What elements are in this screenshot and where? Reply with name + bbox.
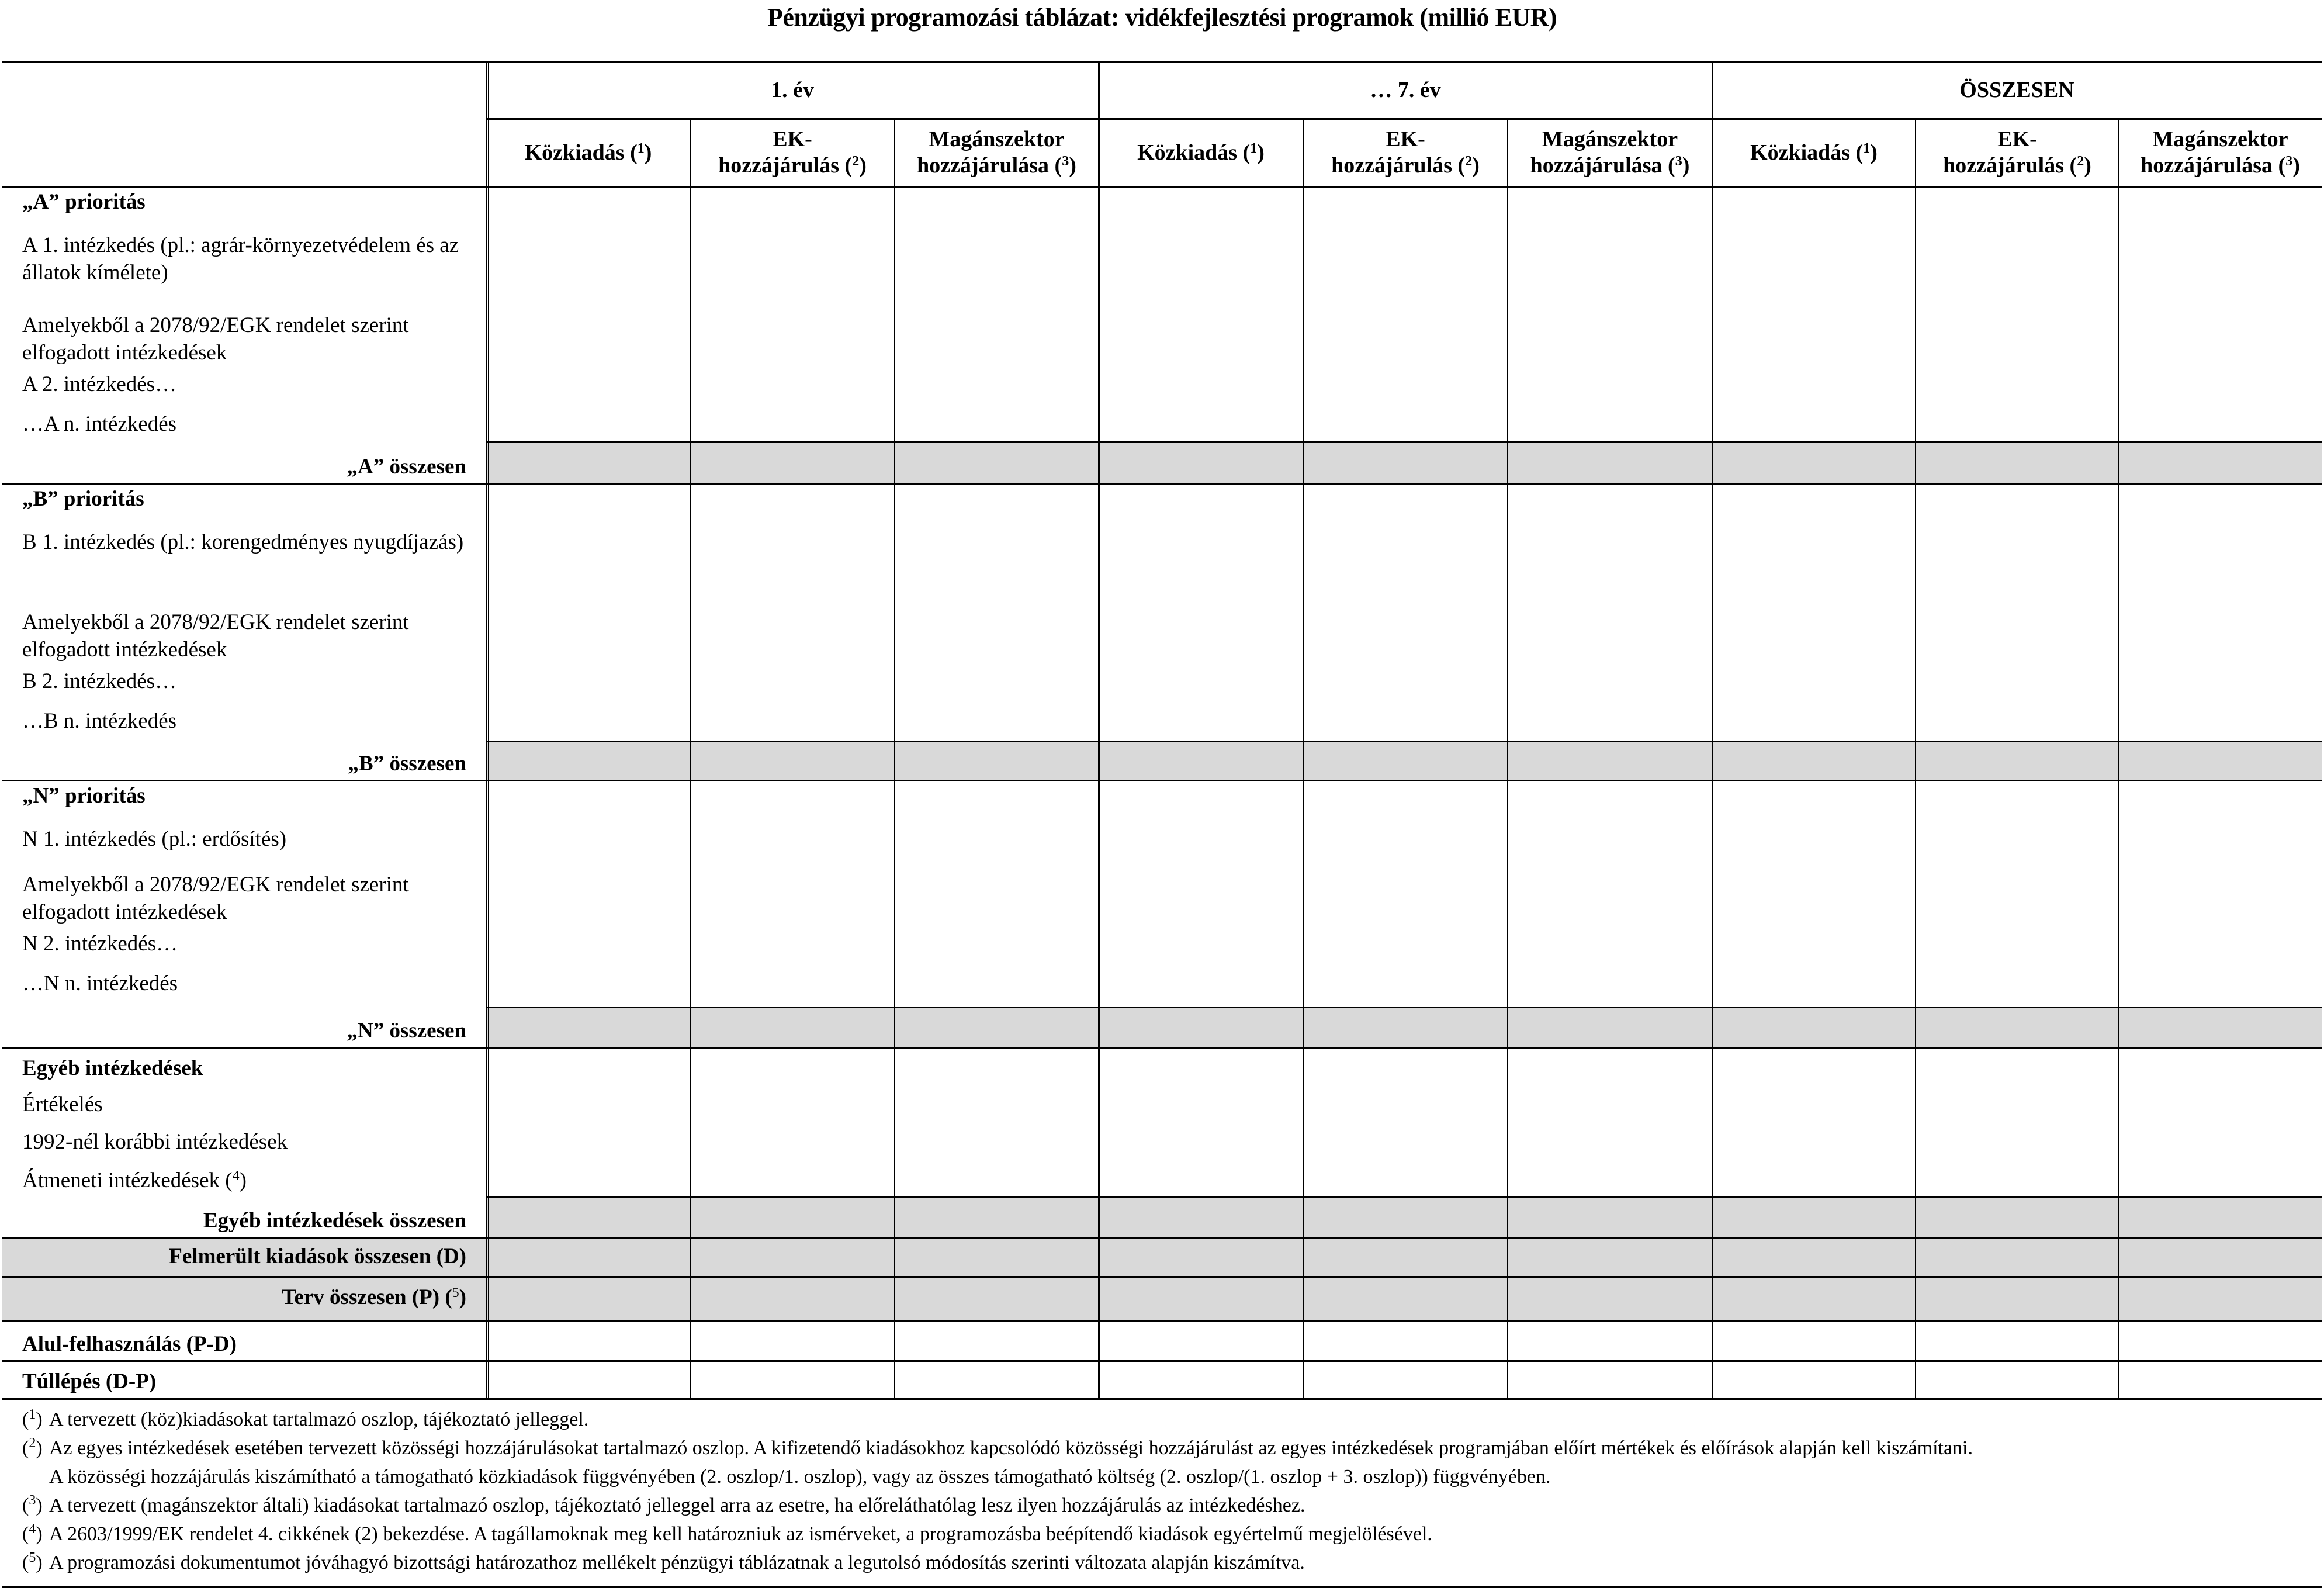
data-cell[interactable] (1100, 485, 1302, 740)
data-cell[interactable] (1917, 485, 2118, 740)
footnote-ref: 5 (452, 1285, 459, 1301)
data-cell[interactable] (1509, 1322, 1711, 1360)
data-cell[interactable] (2120, 1198, 2320, 1236)
data-cell[interactable] (896, 1278, 1097, 1320)
column-rule (1915, 119, 1916, 1399)
data-cell[interactable] (1509, 781, 1711, 1006)
data-cell[interactable] (487, 188, 689, 441)
data-cell[interactable] (1304, 1008, 1506, 1046)
priority-heading: „A” prioritás (22, 190, 146, 214)
footnote-number: ($^5$) (22, 1550, 43, 1573)
column-header-label (1331, 126, 1480, 179)
data-cell[interactable] (691, 188, 893, 441)
column-header-label: Közkiadás ($^1$) (524, 140, 652, 165)
column-header-line: hozzájárulás ($^2$) (1331, 153, 1480, 178)
data-cell[interactable] (1304, 443, 1506, 482)
data-cell[interactable] (1509, 188, 1711, 441)
data-cell[interactable] (1100, 1239, 1302, 1275)
data-cell[interactable] (487, 1198, 689, 1236)
data-cell[interactable] (691, 1362, 893, 1398)
data-cell[interactable] (896, 742, 1097, 779)
footnote-number: ($^3$) (22, 1493, 43, 1516)
measure-item: A 2. intézkedés… (22, 372, 177, 396)
data-cell[interactable] (487, 742, 689, 779)
column-header (1712, 119, 1916, 186)
column-rule (1507, 119, 1508, 1399)
overrun-label: Túllépés (D-P) (22, 1369, 157, 1393)
data-cell[interactable] (1917, 781, 2118, 1006)
footnote-text: A tervezett (magánszektor általi) kiadásokat tartalmazó oszlop, tájékoztató jelleggel arra az esetre, ha előreláthatólag lesz ilyen hozzájárulás az intézkedéshez. (49, 1495, 1305, 1516)
data-cell[interactable] (487, 1362, 689, 1398)
data-cell[interactable] (896, 1362, 1097, 1398)
year-header: 1. év (771, 78, 814, 102)
column-header-label (1530, 126, 1690, 179)
data-cell[interactable] (1304, 742, 1506, 779)
data-cell[interactable] (487, 443, 689, 482)
data-cell[interactable] (487, 485, 689, 740)
data-cell[interactable] (1713, 188, 1914, 441)
column-header-line: EK- (1386, 127, 1425, 151)
measure-item: N 1. intézkedés (pl.: erdősítés) (22, 827, 287, 851)
data-cell[interactable] (1917, 1278, 2118, 1320)
data-cell[interactable] (1509, 443, 1711, 482)
measure-item: Amelyekből a 2078/92/EGK rendelet szerint elfogadott intézkedések (22, 873, 409, 924)
underuse-label: Alul-felhasználás (P-D) (22, 1332, 237, 1356)
data-cell[interactable] (487, 1049, 689, 1195)
data-cell[interactable] (1713, 1198, 1914, 1236)
column-header (1916, 119, 2119, 186)
data-cell[interactable] (1509, 742, 1711, 779)
block-rule (2, 1237, 2322, 1239)
footnote-ref: 1 (1250, 140, 1258, 156)
data-cell[interactable] (1713, 1239, 1914, 1275)
data-cell[interactable] (691, 443, 893, 482)
data-cell[interactable] (691, 1049, 893, 1195)
subtotal-label: „A” összesen (347, 455, 466, 479)
footnote-ref: 2 (2077, 154, 2084, 169)
data-cell[interactable] (896, 1008, 1097, 1046)
footnote-text: A 2603/1999/EK rendelet 4. cikkének (2) bekezdése. A tagállamoknak meg kell határozniuk az ismérveket, a programozásba beépítendő kiadások egyértelmű megjelölésével. (49, 1523, 1432, 1545)
data-cell[interactable] (1304, 188, 1506, 441)
data-cell[interactable] (1713, 1008, 1914, 1046)
data-cell[interactable] (896, 1239, 1097, 1275)
subtotal-label: Egyéb intézkedések összesen (203, 1209, 466, 1233)
data-cell[interactable] (896, 1322, 1097, 1360)
measure-item: …A n. intézkedés (22, 412, 177, 436)
column-header-label (1943, 126, 2091, 179)
data-cell[interactable] (896, 485, 1097, 740)
column-header-line: EK- (1997, 127, 2037, 151)
footnote-ref: 1 (1863, 140, 1871, 156)
data-cell[interactable] (691, 485, 893, 740)
data-cell[interactable] (691, 742, 893, 779)
column-rule (2118, 119, 2119, 1399)
data-cell[interactable] (1917, 1322, 2118, 1360)
data-cell[interactable] (1713, 485, 1914, 740)
data-cell[interactable] (2120, 1049, 2320, 1195)
label-column-rule (486, 62, 487, 1399)
data-cell[interactable] (1100, 781, 1302, 1006)
column-header-line: EK- (773, 127, 812, 151)
header-bottom-rule (2, 186, 2322, 188)
column-header-label (2141, 126, 2300, 179)
data-cell[interactable] (1304, 1198, 1506, 1236)
column-header-line: hozzájárulás ($^2$) (718, 153, 867, 178)
data-cell[interactable] (487, 1008, 689, 1046)
column-header (2119, 119, 2322, 186)
footnote-text: Az egyes intézkedések esetében tervezett közösségi hozzájárulásokat tartalmazó oszlop. A kifizetendő kiadásokhoz kapcsolódó közösségi hozzájárulást az egyes intézkedések programjában előírt mértékek és előírások alapján kell kiszámítani. (49, 1437, 1973, 1459)
data-cell[interactable] (487, 1239, 689, 1275)
footnote-number: ($^1$) (22, 1407, 43, 1430)
column-header (1508, 119, 1712, 186)
footnote (22, 1548, 2313, 1577)
subtotal-label: „B” összesen (348, 752, 466, 776)
data-cell[interactable] (2120, 781, 2320, 1006)
data-cell[interactable] (1304, 781, 1506, 1006)
data-cell[interactable] (1917, 1008, 2118, 1046)
subtotal-rule (486, 1007, 2322, 1008)
data-cell[interactable] (2120, 1239, 2320, 1275)
footnote-ref: 3 (2285, 154, 2293, 169)
other-measure-item: Értékelés (22, 1092, 103, 1116)
data-cell[interactable] (1100, 1362, 1302, 1398)
column-header-line: Magánszektor (1542, 127, 1678, 151)
footnotes-bottom-rule (2, 1586, 2322, 1588)
subtotal-rule (486, 1196, 2322, 1198)
data-cell[interactable] (896, 1198, 1097, 1236)
data-cell[interactable] (1509, 1239, 1711, 1275)
data-cell[interactable] (2120, 1008, 2320, 1046)
footnote (22, 1520, 2313, 1548)
measure-item: …B n. intézkedés (22, 709, 177, 733)
data-cell[interactable] (691, 1278, 893, 1320)
measure-item: B 2. intézkedés… (22, 669, 177, 693)
footnote-text: A tervezett (köz)kiadásokat tartalmazó oszlop, tájékoztató jelleggel. (49, 1409, 589, 1430)
column-header-line: Magánszektor (2152, 127, 2288, 151)
footnote (22, 1434, 2313, 1491)
data-cell[interactable] (1917, 1049, 2118, 1195)
data-cell[interactable] (1917, 742, 2118, 779)
table-title: Pénzügyi programozási táblázat: vidékfejlesztési programok (millió EUR) (767, 3, 1557, 32)
data-cell[interactable] (691, 781, 893, 1006)
subtotal-rule (486, 741, 2322, 742)
column-header-line: hozzájárulása ($^3$) (917, 153, 1076, 178)
year-header: ÖSSZESEN (1959, 78, 2074, 102)
data-cell[interactable] (1304, 1049, 1506, 1195)
data-cell[interactable] (1509, 1198, 1711, 1236)
data-cell[interactable] (1713, 742, 1914, 779)
column-rule (894, 119, 895, 1399)
footnote (22, 1405, 2313, 1434)
column-rule (690, 119, 691, 1399)
data-cell[interactable] (1509, 485, 1711, 740)
column-header (486, 119, 690, 186)
block-rule (2, 1047, 2322, 1049)
data-cell[interactable] (1100, 1198, 1302, 1236)
data-cell[interactable] (1304, 1362, 1506, 1398)
footnote-ref: 2 (1465, 154, 1473, 169)
data-cell[interactable] (2120, 1278, 2320, 1320)
data-cell[interactable] (691, 1008, 893, 1046)
table-bottom-rule (2, 1398, 2322, 1400)
data-cell[interactable] (487, 781, 689, 1006)
data-cell[interactable] (1713, 1322, 1914, 1360)
other-measures-heading: Egyéb intézkedések (22, 1056, 203, 1080)
column-header-line: hozzájárulása ($^3$) (2141, 153, 2300, 178)
column-header-line: hozzájárulás ($^2$) (1943, 153, 2091, 178)
column-header (690, 119, 895, 186)
column-header-label (917, 126, 1076, 179)
block-rule (2, 483, 2322, 485)
data-cell[interactable] (1304, 1278, 1506, 1320)
data-cell[interactable] (1509, 1278, 1711, 1320)
data-cell[interactable] (1713, 1049, 1914, 1195)
column-header-label: Közkiadás ($^1$) (1137, 140, 1265, 165)
data-cell[interactable] (691, 1322, 893, 1360)
footnote-ref: 1 (637, 140, 645, 156)
data-cell[interactable] (1713, 781, 1914, 1006)
priority-heading: „B” prioritás (22, 487, 144, 511)
measure-item: A 1. intézkedés (pl.: agrár-környezetvédelem és az állatok kímélete) (22, 233, 459, 285)
data-cell[interactable] (2120, 1322, 2320, 1360)
data-cell[interactable] (2120, 188, 2320, 441)
subtotal-label: „N” összesen (347, 1019, 466, 1043)
data-cell[interactable] (1304, 1322, 1506, 1360)
measure-item: N 2. intézkedés… (22, 932, 178, 956)
other-measure-item: 1992-nél korábbi intézkedések (22, 1130, 288, 1154)
footnote-ref: 4 (232, 1168, 240, 1184)
measure-item: …N n. intézkedés (22, 971, 178, 995)
footnote-number: ($^2$) (22, 1436, 43, 1459)
subtotal-rule (486, 441, 2322, 443)
data-cell[interactable] (1917, 1198, 2118, 1236)
label-column-rule-inner (488, 62, 489, 1399)
data-cell[interactable] (487, 1278, 689, 1320)
footnote-ref: 3 (1675, 154, 1682, 169)
data-cell[interactable] (1917, 443, 2118, 482)
data-cell[interactable] (896, 1049, 1097, 1195)
data-cell[interactable] (1509, 1362, 1711, 1398)
data-cell[interactable] (896, 188, 1097, 441)
data-cell[interactable] (896, 781, 1097, 1006)
row-rule (2, 1320, 2322, 1322)
column-header (1303, 119, 1508, 186)
data-cell[interactable] (1100, 1278, 1302, 1320)
measure-item: Amelyekből a 2078/92/EGK rendelet szerint elfogadott intézkedések (22, 313, 409, 365)
data-cell[interactable] (1917, 1362, 2118, 1398)
column-header (895, 119, 1099, 186)
footnote-text: A közösségi hozzájárulás kiszámítható a támogatható közkiadások függvényében (2. oszlop/1. oszlop), vagy az összes támogatható költség (2. oszlop/(1. oszlop + 3. oszlop)) függvényében. (49, 1466, 1551, 1488)
priority-heading: „N” prioritás (22, 784, 146, 808)
row-rule (2, 1276, 2322, 1278)
data-cell[interactable] (1713, 1278, 1914, 1320)
data-cell[interactable] (2120, 742, 2320, 779)
plan-total-label: Terv összesen (P) ($^5$) (282, 1285, 466, 1309)
data-cell[interactable] (487, 1322, 689, 1360)
year-group-rule (1712, 62, 1713, 1399)
spent-total-label: Felmerült kiadások összesen (D) (169, 1244, 466, 1268)
data-cell[interactable] (1713, 1362, 1914, 1398)
footnote (22, 1491, 2313, 1520)
data-cell[interactable] (2120, 1362, 2320, 1398)
data-cell[interactable] (691, 1198, 893, 1236)
data-cell[interactable] (1509, 1008, 1711, 1046)
data-cell[interactable] (2120, 443, 2320, 482)
footnote-text: A programozási dokumentumot jóváhagyó bizottsági határozathoz mellékelt pénzügyi táblázatnak a legutolsó módosítás szerinti változata alapján kiszámítva. (49, 1552, 1305, 1573)
other-measure-item: Átmeneti intézkedések ($^4$) (22, 1168, 247, 1192)
data-cell[interactable] (1100, 443, 1302, 482)
data-cell[interactable] (1100, 188, 1302, 441)
data-cell[interactable] (2120, 485, 2320, 740)
footnote-ref: 3 (1062, 154, 1069, 169)
data-cell[interactable] (1100, 742, 1302, 779)
data-cell[interactable] (1100, 1008, 1302, 1046)
table-top-rule (2, 61, 2322, 63)
data-cell[interactable] (1304, 485, 1506, 740)
column-header-line: hozzájárulása ($^3$) (1530, 153, 1690, 178)
data-cell[interactable] (1917, 188, 2118, 441)
year-group-rule (1098, 62, 1100, 1399)
column-header-label (718, 126, 867, 179)
column-header-label: Közkiadás ($^1$) (1750, 140, 1878, 165)
year-header: … 7. év (1370, 78, 1441, 102)
data-cell[interactable] (1100, 1322, 1302, 1360)
row-rule (2, 1360, 2322, 1362)
measure-item: Amelyekből a 2078/92/EGK rendelet szerint elfogadott intézkedések (22, 610, 409, 662)
data-cell[interactable] (1713, 443, 1914, 482)
column-rule (1303, 119, 1304, 1399)
data-cell[interactable] (1304, 1239, 1506, 1275)
data-cell[interactable] (1509, 1049, 1711, 1195)
data-cell[interactable] (1917, 1239, 2118, 1275)
block-rule (2, 780, 2322, 781)
data-cell[interactable] (691, 1239, 893, 1275)
data-cell[interactable] (1100, 1049, 1302, 1195)
year-header-rule (486, 118, 2322, 120)
measure-item: B 1. intézkedés (pl.: korengedményes nyugdíjazás) (22, 530, 464, 554)
column-header-line: Magánszektor (929, 127, 1065, 151)
data-cell[interactable] (896, 443, 1097, 482)
footnote-number: ($^4$) (22, 1521, 43, 1545)
column-header (1099, 119, 1303, 186)
footnote-ref: 2 (852, 154, 860, 169)
